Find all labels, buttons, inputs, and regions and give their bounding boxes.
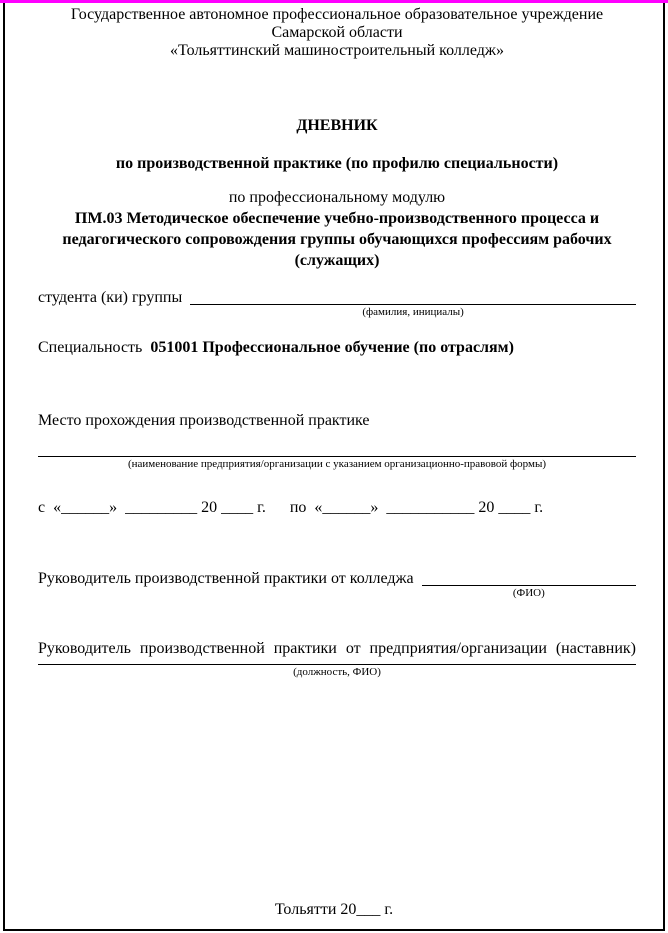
organization-header-line2: Самарской области bbox=[271, 24, 403, 41]
college-supervisor-field bbox=[38, 569, 636, 600]
page-content bbox=[38, 6, 636, 927]
practice-place-caption: (наименование предприятия/организации с указанием организационно-правовой формы) bbox=[127, 458, 547, 470]
college-supervisor-label: Руководитель производственной практики от колледжа bbox=[38, 570, 414, 587]
specialty-field bbox=[38, 338, 636, 358]
practice-place-blank-line bbox=[38, 431, 636, 457]
college-supervisor-blank-line bbox=[422, 569, 636, 586]
organization-header-line1: Государственное автономное профессиональное образовательное учреждение bbox=[70, 6, 604, 23]
document-title: ДНЕВНИК bbox=[296, 117, 378, 134]
college-supervisor-caption: (ФИО) bbox=[512, 587, 545, 599]
specialty-value: 051001 Профессиональное обучение (по отраслям) bbox=[150, 339, 514, 356]
practice-place-label: Место прохождения производственной практике bbox=[38, 412, 370, 429]
specialty-label: Специальность bbox=[38, 339, 143, 356]
practice-dates-line: с «______» _________ 20 ____ г. по «______» ___________ 20 ____ г. bbox=[38, 499, 544, 516]
organization-header bbox=[38, 6, 636, 60]
document-subtitle: по производственной практике (по профилю специальности) bbox=[115, 155, 559, 172]
organization-header-line3: «Тольяттинский машиностроительный колледж» bbox=[170, 42, 504, 59]
module-intro: по профессиональному модулю bbox=[228, 189, 446, 206]
module-name: ПМ.03 Методическое обеспечение учебно-производственного процесса и педагогического сопровождения группы обучающихся профессиям рабочих (служащих) bbox=[62, 210, 612, 269]
enterprise-supervisor-label: Руководитель производственной практики от предприятия/организации (наставник) bbox=[38, 640, 636, 657]
top-accent-line bbox=[0, 0, 668, 3]
footer-city-year: Тольятти 20___ г. bbox=[274, 901, 394, 918]
student-group-label: студента (ки) группы bbox=[38, 289, 183, 306]
college-supervisor-fill bbox=[422, 569, 636, 600]
student-group-fill bbox=[190, 288, 636, 319]
student-name-caption: (фамилия, инициалы) bbox=[362, 306, 464, 318]
student-name-blank-line bbox=[190, 288, 636, 305]
student-group-field bbox=[38, 288, 636, 319]
enterprise-supervisor-caption: (должность, ФИО) bbox=[293, 666, 381, 678]
